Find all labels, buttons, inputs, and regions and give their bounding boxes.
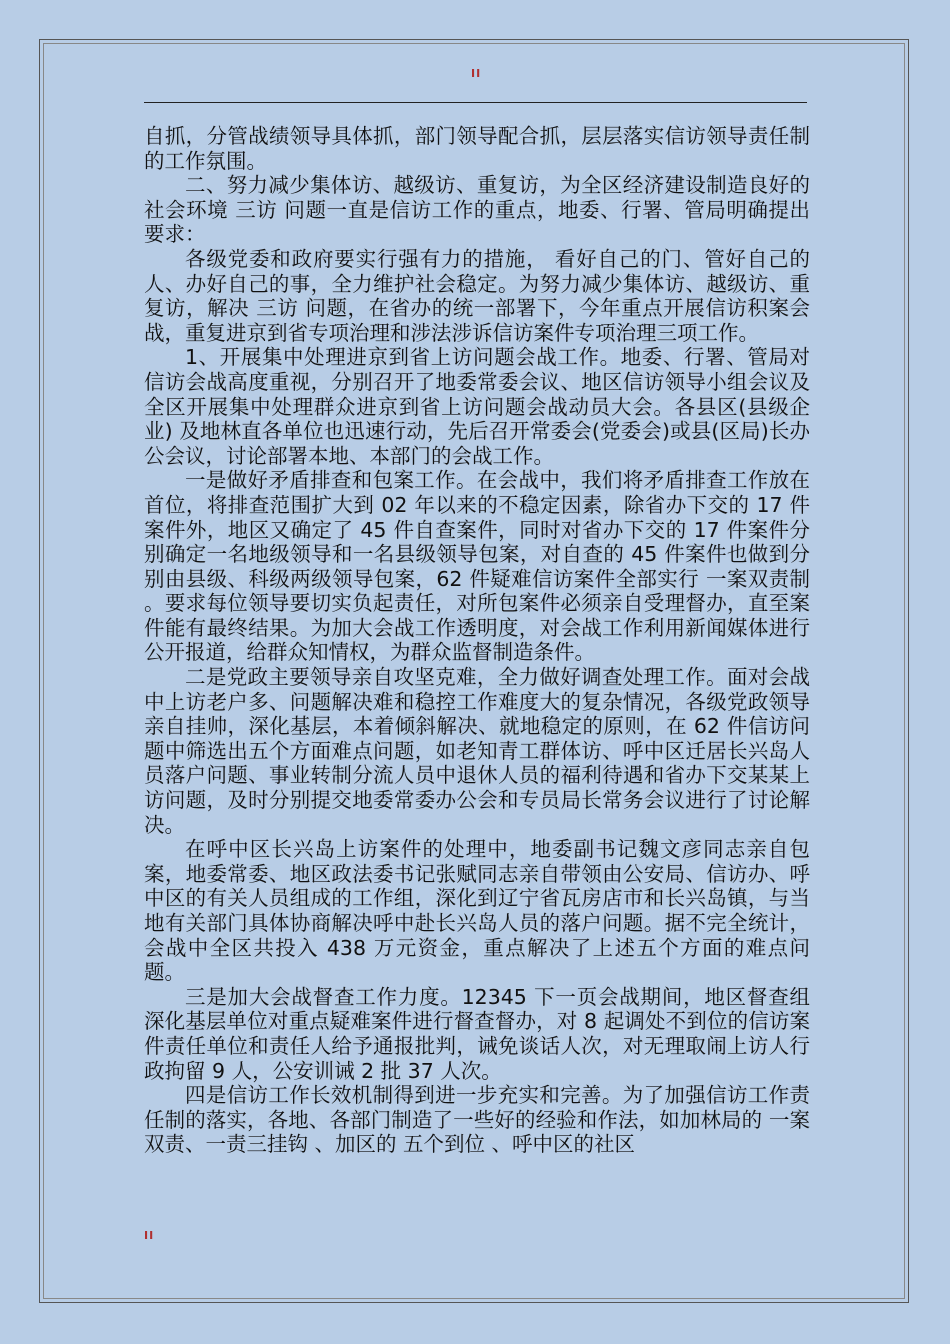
paragraph-1: 自抓，分管战绩领导具体抓，部门领导配合抓，层层落实信访领导责任制的工作氛围。 <box>144 124 810 173</box>
paragraph-9: 四是信访工作长效机制得到进一步充实和完善。为了加强信访工作责任制的落实，各地、各部门制造了一些好的经验和作法，如加林局的 一案双责、一责三挂钩 、加区的 五个到位 、呼中区的社区 <box>144 1083 810 1157</box>
paragraph-7: 在呼中区长兴岛上访案件的处理中，地委副书记魏文彦同志亲自包案，地委常委、地区政法委书记张赋同志亲自带领由公安局、信访办、呼中区的有关人员组成的工作组，深化到辽宁省瓦房店市和长兴岛镇，与当地有关部门具体协商解决呼中赴长兴岛人员的落户问题。据不完全统计，会战中全区共投入 438 万元资金，重点解决了上述五个方面的难点问题。 <box>144 837 810 985</box>
document-page <box>39 39 909 1303</box>
footer-page-mark: II <box>144 1229 155 1242</box>
header-divider <box>144 102 807 103</box>
paragraph-6: 二是党政主要领导亲自攻坚克难，全力做好调查处理工作。面对会战中上访老户多、问题解决难和稳控工作难度大的复杂情况，各级党政领导亲自挂帅，深化基层，本着倾斜解决、就地稳定的原则，在 62 件信访问题中筛选出五个方面难点问题，如老知青工群体访、呼中区迁居长兴岛人员落户问题、事业转制分流人员中退休人员的福利待遇和省办下交某某上访问题，及时分别提交地委常委办公会和专员局长常务会议进行了讨论解决。 <box>144 665 810 837</box>
body-text <box>144 124 810 1157</box>
paragraph-8: 三是加大会战督查工作力度。12345 下一页会战期间，地区督查组深化基层单位对重点疑难案件进行督查督办，对 8 起调处不到位的信访案件责任单位和责任人给予通报批判，诫免谈话人次，对无理取闹上访人行政拘留 9 人，公安训诫 2 批 37 人次。 <box>144 984 810 1083</box>
paragraph-5: 一是做好矛盾排查和包案工作。在会战中，我们将矛盾排查工作放在首位，将排查范围扩大到 02 年以来的不稳定因素，除省办下交的 17 件案件外，地区又确定了 45 件自查案件，同时对省办下交的 17 件案件分别确定一名地级领导和一名县级领导包案，对自查的 45 件案件也做到分别由县级、科级两级领导包案，62 件疑难信访案件全部实行 一案双责制 。要求每位领导要切实负起责任，对所包案件必须亲自受理督办，直至案件能有最终结果。为加大会战工作透明度，对会战工作利用新闻媒体进行公开报道，给群众知情权，为群众监督制造条件。 <box>144 468 810 665</box>
paragraph-4: 1、开展集中处理进京到省上访问题会战工作。地委、行署、管局对信访会战高度重视，分别召开了地委常委会议、地区信访领导小组会议及全区开展集中处理群众进京到省上访问题会战动员大会。各县区(县级企业) 及地林直各单位也迅速行动，先后召开常委会(党委会)或县(区局)长办公会议，讨论部署本地、本部门的会战工作。 <box>144 345 810 468</box>
paragraph-2: 二、努力减少集体访、越级访、重复访，为全区经济建设制造良好的社会环境 三访 问题一直是信访工作的重点，地委、行署、管局明确提出要求： <box>144 173 810 247</box>
header-page-mark: II <box>471 67 482 80</box>
paragraph-3: 各级党委和政府要实行强有力的措施， 看好自己的门、管好自己的人、办好自己的事，全力维护社会稳定。为努力减少集体访、越级访、重复访，解决 三访 问题，在省办的统一部署下，今年重点开展信访积案会战，重复进京到省专项治理和涉法涉诉信访案件专项治理三项工作。 <box>144 246 810 345</box>
